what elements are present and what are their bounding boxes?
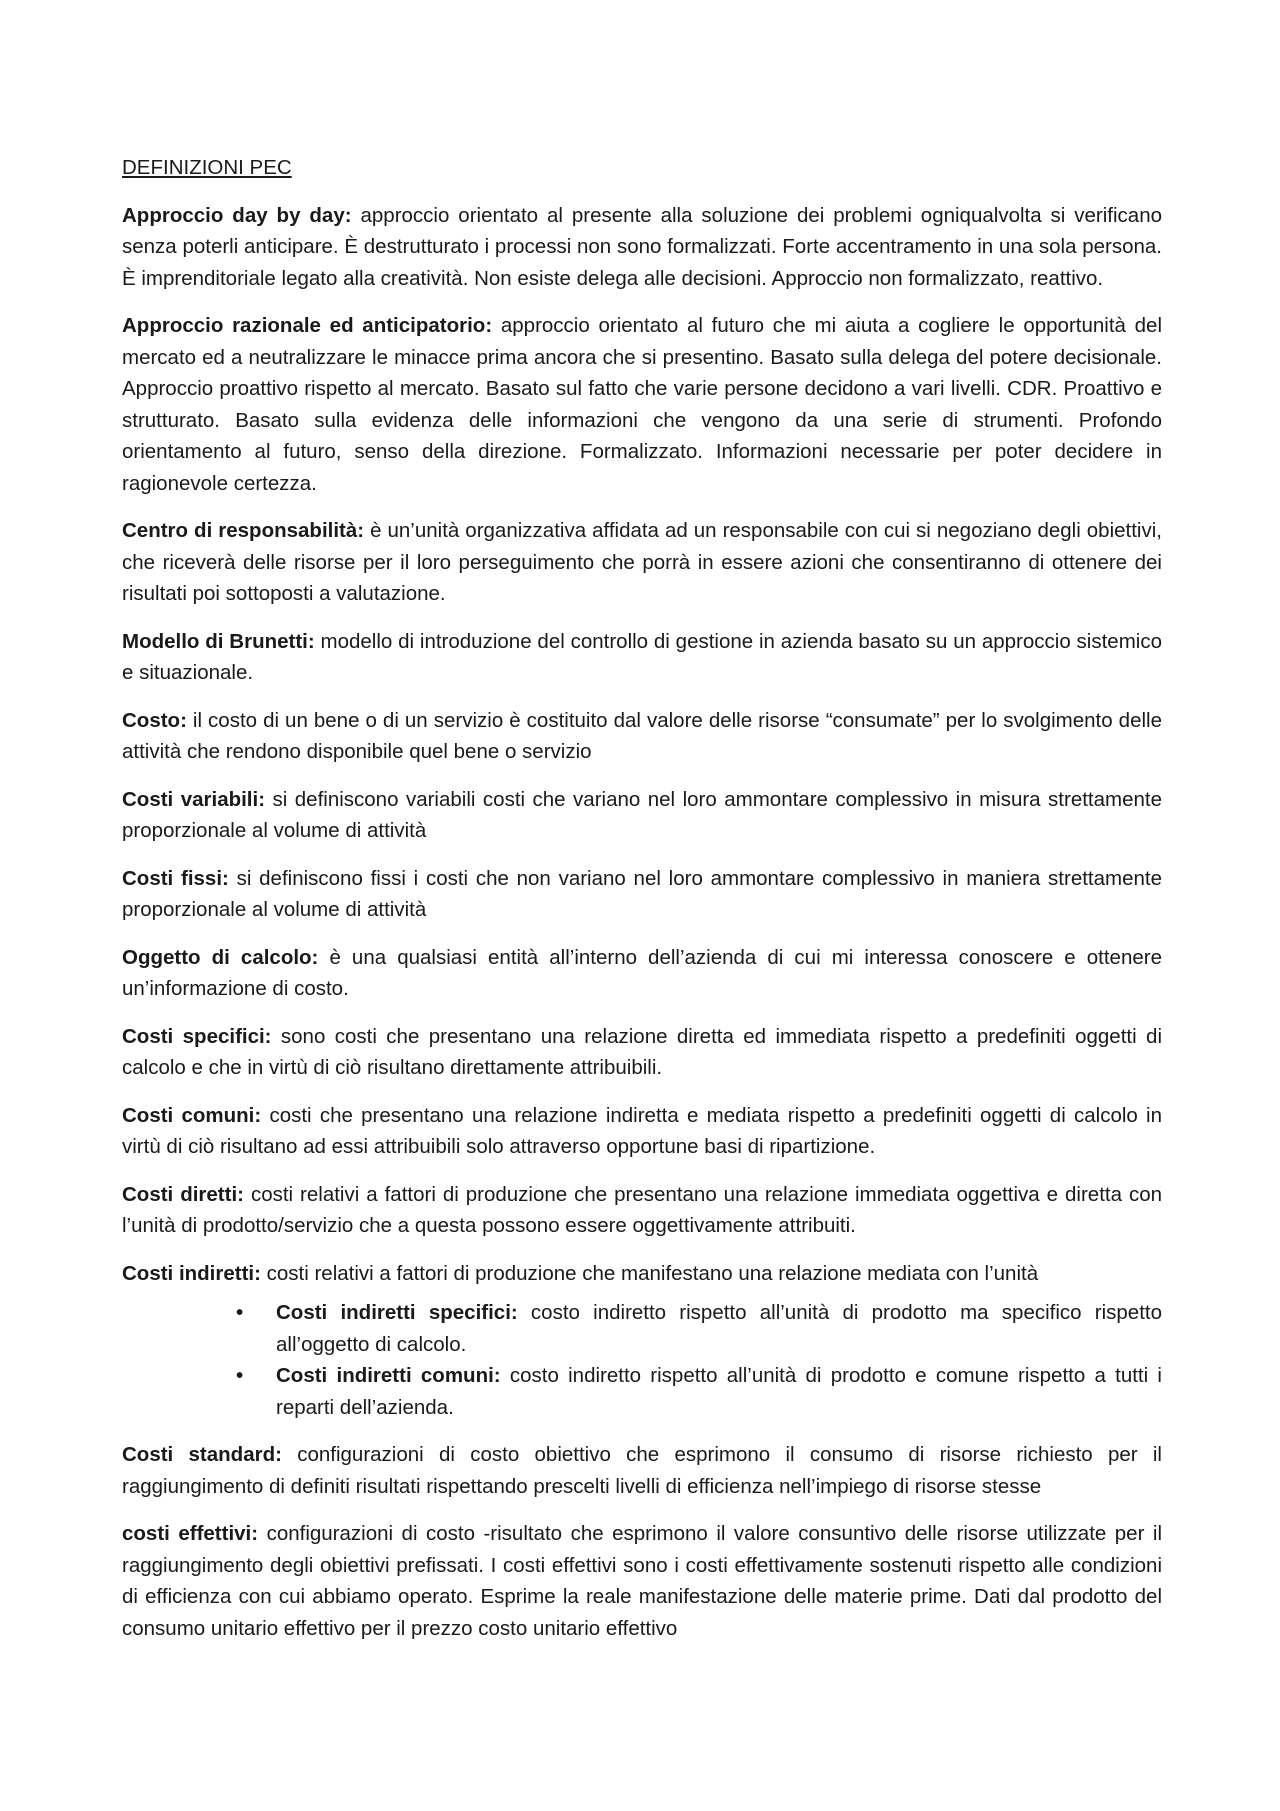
- definition-costi-variabili: [122, 784, 1162, 847]
- definition-approccio-day-by-day: [122, 200, 1162, 295]
- definition-term: Centro di responsabilità:: [122, 519, 365, 542]
- definition-text: sono costi che presentano una relazione diretta ed immediata rispetto a predefiniti oggetti di calcolo e che in virtù di ciò risultano direttamente attribuibili.: [122, 1024, 1163, 1079]
- definition-costi-comuni: [122, 1100, 1162, 1163]
- definition-costi-indiretti: [122, 1258, 1162, 1290]
- definition-term: costi effettivi:: [122, 1522, 259, 1545]
- definition-text: approccio orientato al futuro che mi aiuta a cogliere le opportunità del mercato ed a neutralizzare le minacce prima ancora che si presentino. Basato sulla delega del potere decisionale. Approccio proattivo rispetto al mercato. Basato sul fatto che varie persone decidono a vari livelli. CDR. Proattivo e strutturato. Basato sulla evidenza delle informazioni che vengono da una serie di strumenti. Profondo orientamento al futuro, senso della direzione. Formalizzato. Informazioni necessarie per poter decidere in ragionevole certezza.: [122, 314, 1163, 495]
- definition-costi-specifici: [122, 1021, 1162, 1084]
- definition-costi-effettivi: [122, 1518, 1162, 1644]
- definition-text: è un’unità organizzativa affidata ad un responsabile con cui si negoziano degli obiettivi, che riceverà delle risorse per il loro perseguimento che porrà in essere azioni che consentiranno di ottenere dei risultati poi sottoposti a valutazione.: [122, 519, 1162, 605]
- definition-text: il costo di un bene o di un servizio è costituito dal valore delle risorse “consumate” per lo svolgimento delle attività che rendono disponibile quel bene o servizio: [122, 708, 1162, 763]
- list-item: [236, 1297, 1162, 1360]
- definition-term: Approccio day by day:: [122, 203, 352, 227]
- definition-costo: [122, 705, 1162, 768]
- definition-term: Costi variabili:: [122, 787, 266, 811]
- definition-term: Costi diretti:: [122, 1182, 244, 1206]
- definition-costi-diretti: [122, 1179, 1162, 1242]
- definition-term: Modello di Brunetti:: [122, 629, 315, 653]
- bullet-icon: •: [236, 1301, 244, 1324]
- definition-text: costi relativi a fattori di produzione che presentano una relazione immediata oggettiva e diretta con l’unità di prodotto/servizio che a questa possono essere oggettivamente attribuiti.: [122, 1182, 1163, 1237]
- definition-text: configurazioni di costo obiettivo che esprimono il consumo di risorse richiesto per il raggiungimento di definiti risultati rispettando prescelti livelli di efficienza nell’impiego di risorse stesse: [122, 1443, 1162, 1498]
- definition-term: Costi indiretti comuni:: [276, 1364, 501, 1387]
- definition-text: costo indiretto rispetto all’unità di prodotto e comune rispetto a tutti i reparti dell’azienda.: [276, 1364, 1162, 1419]
- definition-term: Costi standard:: [122, 1443, 282, 1466]
- definition-text: costo indiretto rispetto all’unità di prodotto ma specifico rispetto all’oggetto di calcolo.: [276, 1301, 1162, 1356]
- definition-modello-di-brunetti: [122, 626, 1162, 689]
- definition-costi-fissi: [122, 863, 1162, 926]
- definition-term: Costi indiretti specifici:: [276, 1301, 518, 1324]
- definition-costi-standard: [122, 1439, 1162, 1502]
- definition-term: Approccio razionale ed anticipatorio:: [122, 314, 493, 337]
- definition-term: Costo:: [122, 708, 187, 732]
- definition-oggetto-di-calcolo: [122, 942, 1162, 1005]
- definition-text: si definiscono variabili costi che variano nel loro ammontare complessivo in misura strettamente proporzionale al volume di attività: [122, 787, 1162, 842]
- document-title: DEFINIZIONI PEC: [122, 156, 292, 179]
- definition-term: Costi fissi:: [122, 866, 229, 890]
- definition-text: si definiscono fissi i costi che non variano nel loro ammontare complessivo in maniera strettamente proporzionale al volume di attività: [122, 866, 1162, 921]
- bullet-icon: •: [236, 1364, 244, 1387]
- definition-text: costi che presentano una relazione indiretta e mediata rispetto a predefiniti oggetti di calcolo in virtù di ciò risultano ad essi attribuibili solo attraverso opportune basi di ripartizione.: [122, 1103, 1162, 1158]
- list-item: [236, 1360, 1162, 1423]
- document-content: [122, 152, 1162, 1660]
- definition-text: costi relativi a fattori di produzione che manifestano una relazione mediata con l’unità: [260, 1261, 1039, 1285]
- definition-approccio-razionale: [122, 310, 1162, 499]
- definition-term: Costi comuni:: [122, 1103, 262, 1127]
- definition-term: Costi specifici:: [122, 1024, 272, 1048]
- definition-text: è una qualsiasi entità all’interno dell’azienda di cui mi interessa conoscere e ottenere un’informazione di costo.: [122, 945, 1162, 1000]
- definition-text: configurazioni di costo -risultato che esprimono il valore consuntivo delle risorse utilizzate per il raggiungimento degli obiettivi prefissati. I costi effettivi sono i costi effettivamente sostenuti rispetto alle condizioni di efficienza con cui abbiamo operato. Esprime la reale manifestazione delle materie prime. Dati dal prodotto del consumo unitario effettivo per il prezzo costo unitario effettivo: [122, 1522, 1162, 1640]
- definition-text: modello di introduzione del controllo di gestione in azienda basato su un approccio sistemico e situazionale.: [122, 629, 1162, 684]
- definition-centro-di-responsabilita: [122, 515, 1162, 610]
- definition-term: Oggetto di calcolo:: [122, 945, 319, 969]
- definition-term: Costi indiretti:: [122, 1261, 261, 1285]
- costi-indiretti-sublist: [122, 1297, 1162, 1423]
- definition-text: approccio orientato al presente alla soluzione dei problemi ogniqualvolta si verificano senza poterli anticipare. È destrutturato i processi non sono formalizzati. Forte accentramento in una sola persona. È imprenditoriale legato alla creatività. Non esiste delega alle decisioni. Approccio non formalizzato, reattivo.: [122, 203, 1163, 290]
